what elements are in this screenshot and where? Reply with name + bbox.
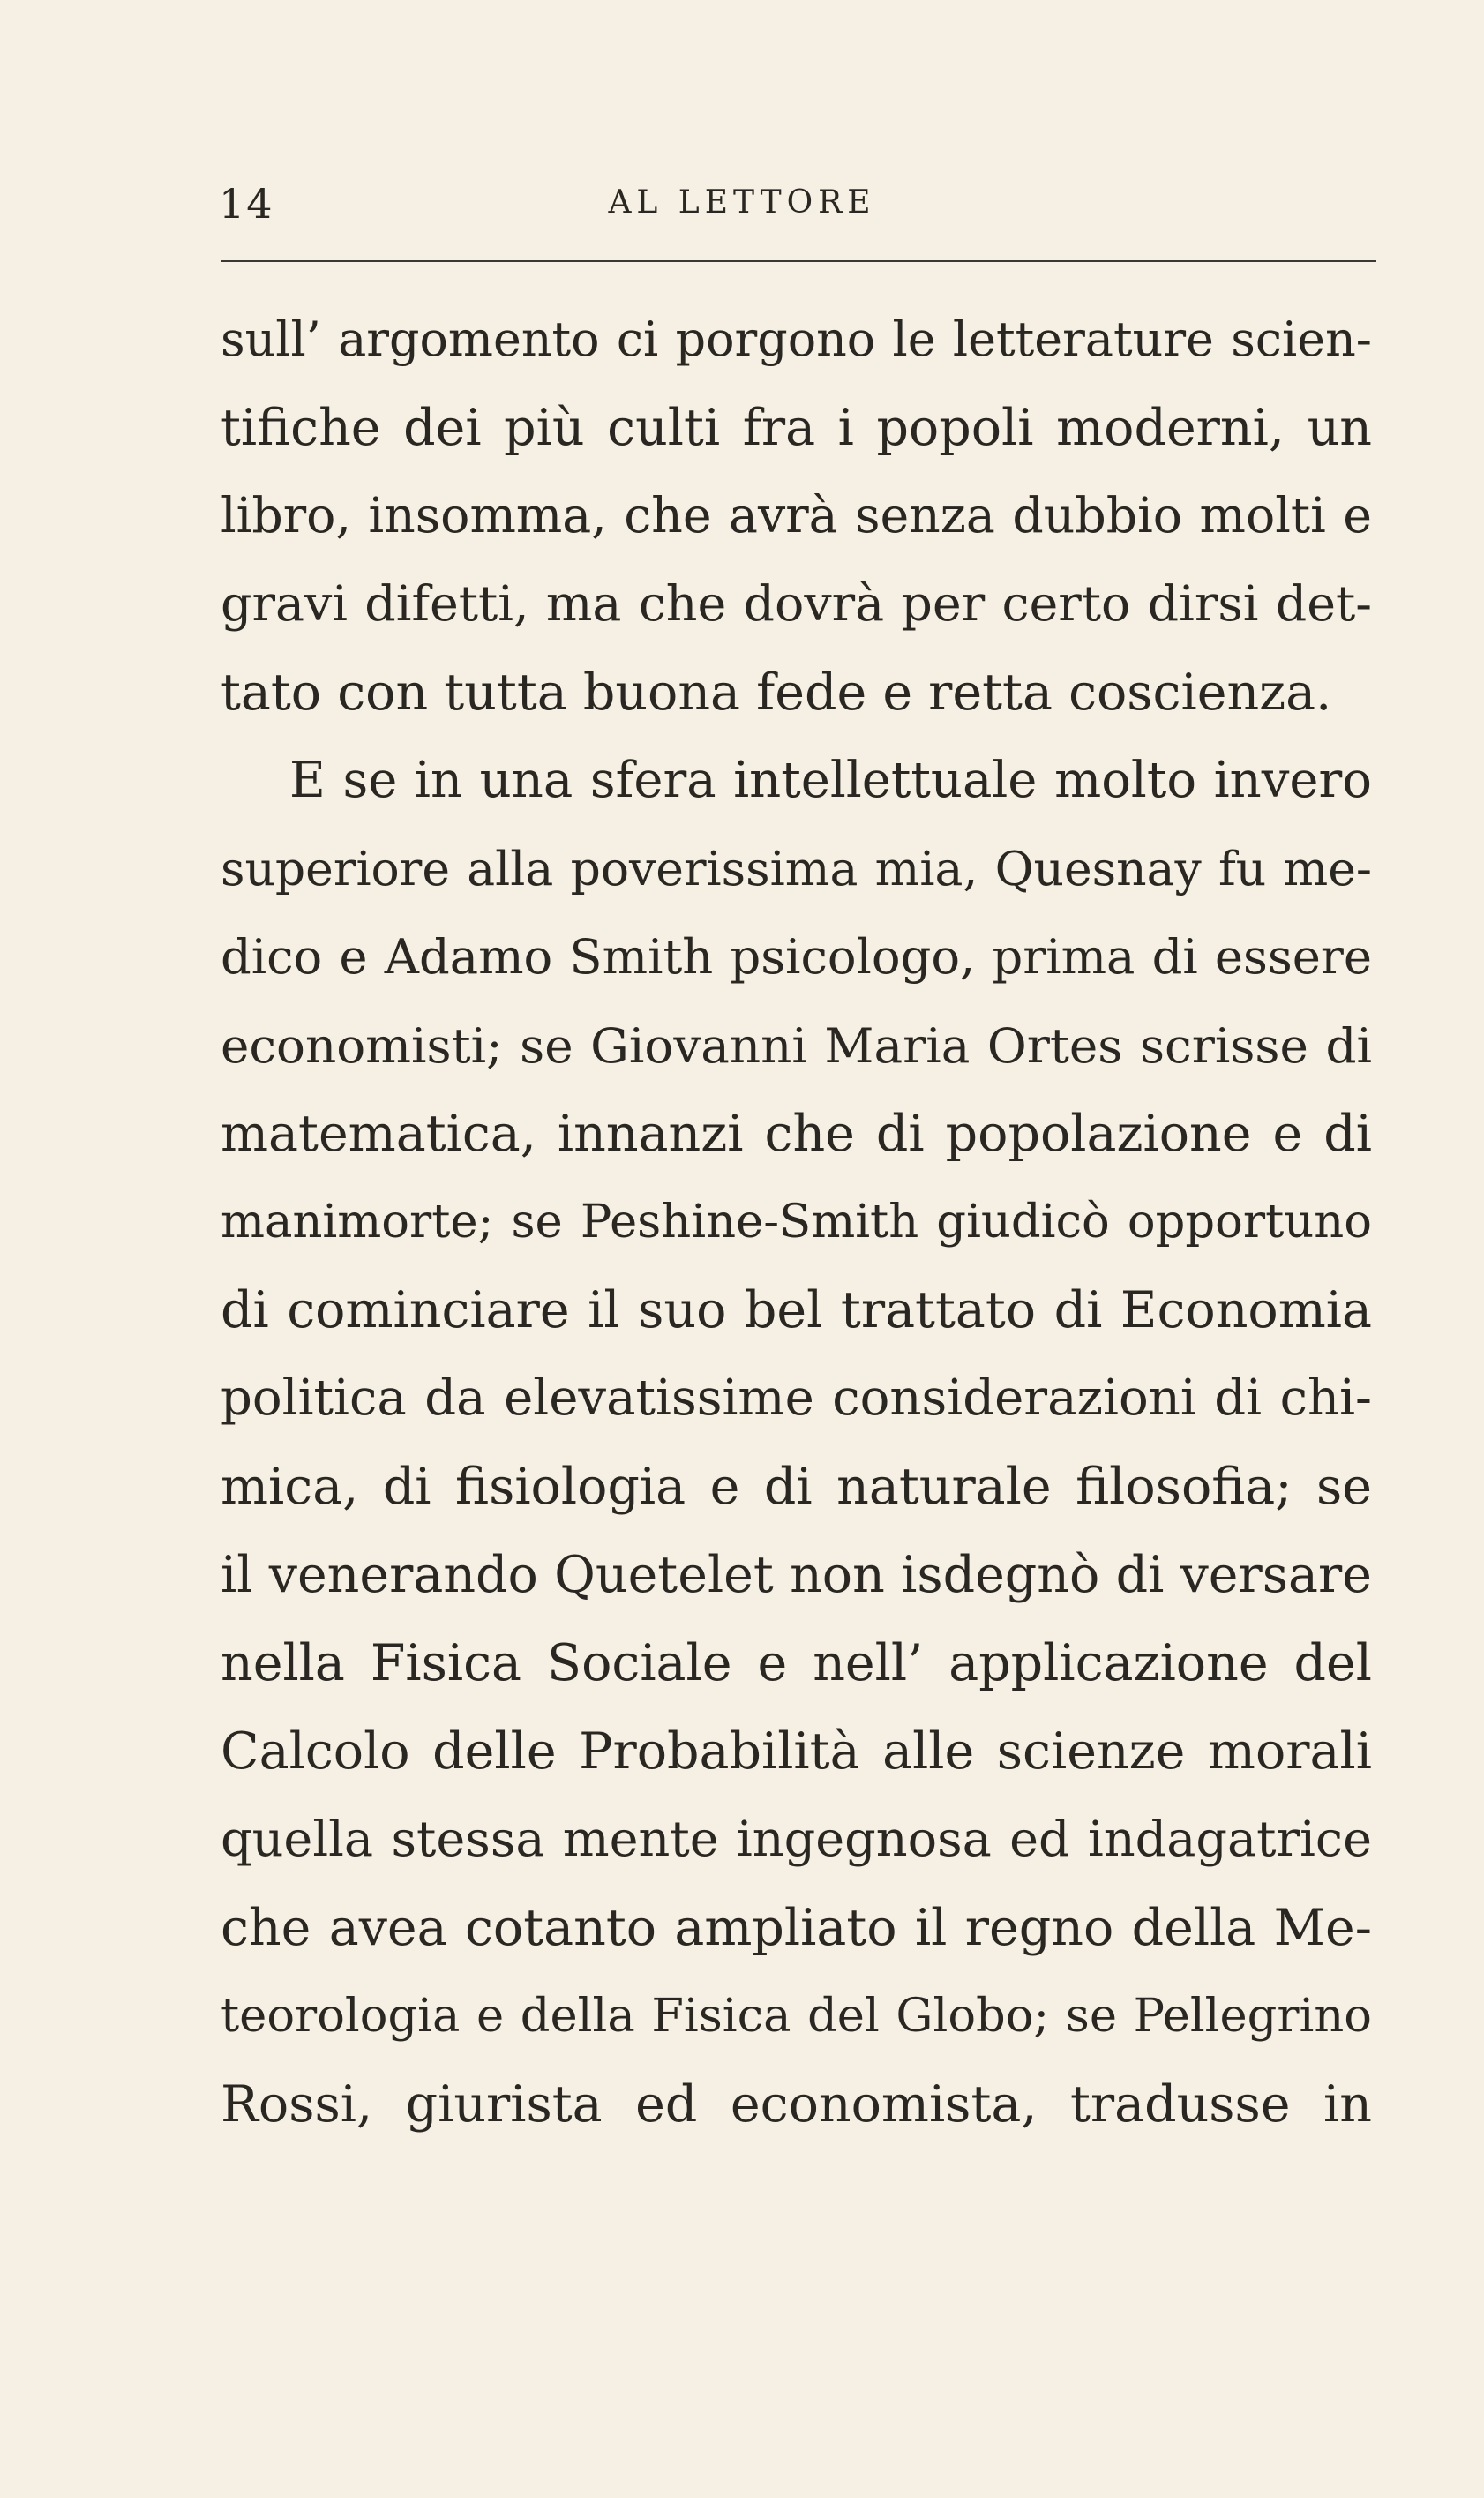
text-line: gravi difetti, ma che dovrà per certo dirsi det- [221,576,1372,633]
text-line: di cominciare il suo bel trattato di Economia [221,1281,1372,1339]
text-line: dico e Adamo Smith psicologo, prima di essere [221,929,1372,985]
text-line: Rossi, giurista ed economista, tradusse in [221,2075,1372,2134]
text-line: sull’ argomento ci porgono le letterature scien- [221,311,1372,367]
text-line: il venerando Quetelet non isdegnò di versare [221,1546,1372,1604]
text-line: politica da elevatissime considerazioni di chi- [221,1369,1372,1427]
body-text [221,296,1372,2149]
text-line: quella stessa mente ingegnosa ed indagatrice [221,1811,1372,1868]
page-number: 14 [219,180,274,228]
text-line: E se in una sfera intellettuale molto invero [289,752,1372,809]
header-rule [221,260,1376,262]
text-line: libro, insomma, che avrà senza dubbio molti e [221,488,1372,544]
text-line: mica, di fisiologia e di naturale filosofia; se [221,1458,1372,1516]
text-line: economisti; se Giovanni Maria Ortes scrisse di [221,1017,1372,1074]
text-line: Calcolo delle Probabilità alle scienze morali [221,1722,1372,1781]
text-line: superiore alla poverissima mia, Quesnay fu me- [221,841,1372,896]
text-line: teorologia e della Fisica del Globo; se Pellegrino [221,1989,1372,2043]
text-line: manimorte; se Peshine-Smith giudicò opportuno [221,1195,1372,1249]
text-line: matematica, innanzi che di popolazione e di [221,1105,1372,1163]
text-line: nella Fisica Sociale e nell’ applicazione del [221,1634,1372,1692]
text-line: tato con tutta buona fede e retta coscienza. [221,664,1332,722]
text-line: che avea cotanto ampliato il regno della Me- [221,1899,1372,1957]
text-line: tifiche dei più culti fra i popoli moderni, un [221,399,1372,457]
running-head: AL LETTORE [608,184,876,221]
